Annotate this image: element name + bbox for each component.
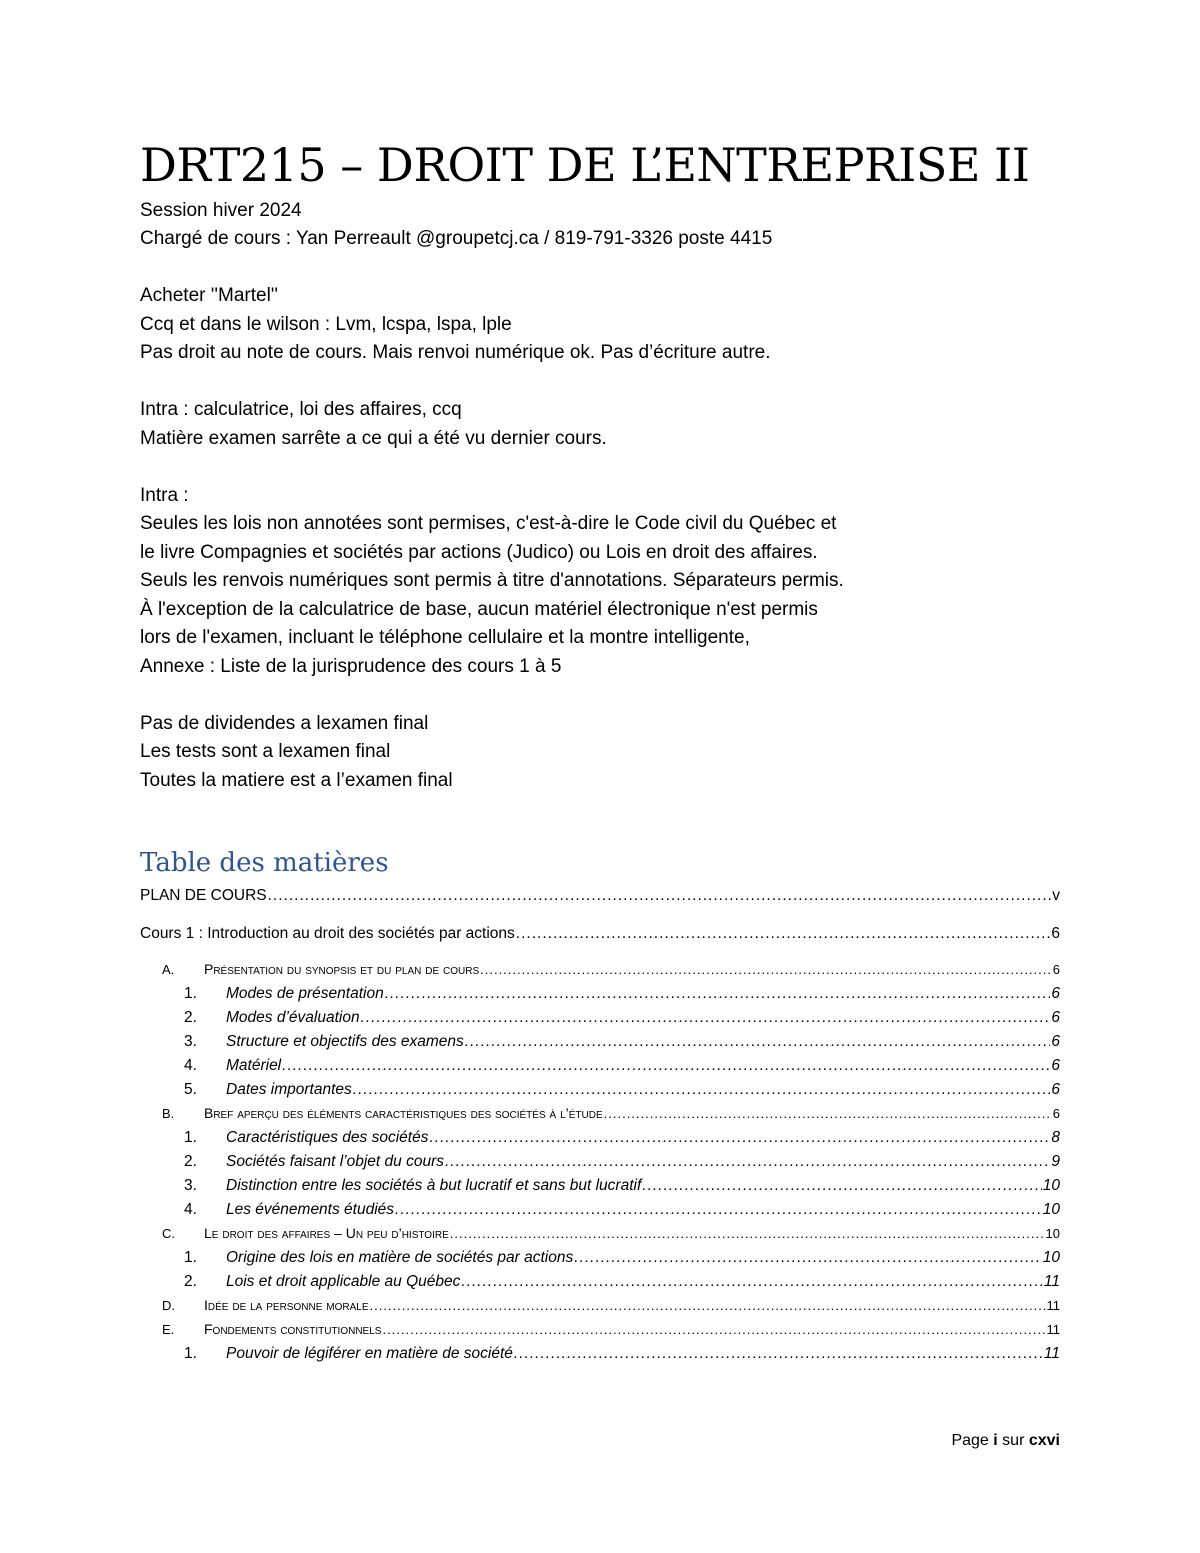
toc-entry-page: 11	[1043, 1272, 1060, 1290]
body-line: Les tests sont a lexamen final	[140, 741, 391, 763]
toc-entry-subsection[interactable]	[140, 1273, 1060, 1297]
toc-entry-number: 2.	[184, 1008, 197, 1026]
toc-leader-dots	[353, 1081, 1051, 1099]
toc-leader-dots	[574, 1249, 1042, 1267]
toc-entry-number: 4.	[184, 1056, 197, 1074]
toc-entry-text: Caractéristiques des sociétés	[226, 1128, 429, 1146]
toc-entry-number: 1.	[184, 984, 197, 1002]
body-line: Chargé de cours : Yan Perreault @groupetcj.ca / 819-791-3326 poste 4415	[140, 228, 773, 250]
body-line: Intra :	[140, 484, 189, 506]
blank-line	[140, 453, 1060, 482]
body-line: Seuls les renvois numériques sont permis à titre d'annotations. Séparateurs permis.	[140, 570, 844, 592]
toc-entry-cours-1[interactable]	[140, 925, 1060, 949]
toc-entry-text: Distinction entre les sociétés à but lucratif et sans but lucratif	[226, 1176, 642, 1194]
toc-leader-dots	[445, 1153, 1050, 1171]
toc-entry-subsection[interactable]	[140, 1153, 1060, 1177]
toc-entry-text: Structure et objectifs des examens	[226, 1032, 464, 1050]
toc-entry-text: PLAN DE COURS	[140, 886, 267, 904]
toc-leader-dots	[268, 887, 1052, 905]
toc-entry-number: 2.	[184, 1152, 197, 1170]
toc-entry-section[interactable]	[140, 1297, 1060, 1321]
toc-entry-number: 4.	[184, 1200, 197, 1218]
toc-entry-number: B.	[162, 1105, 175, 1121]
toc-entry-page: 10	[1042, 1176, 1060, 1194]
toc-entry-subsection[interactable]	[140, 1081, 1060, 1105]
toc-entry-page: 6	[1052, 961, 1060, 977]
toc-entry-number: 3.	[184, 1032, 197, 1050]
toc-leader-dots	[450, 1226, 1045, 1241]
toc-entry-page: 6	[1051, 984, 1060, 1002]
body-line: Toutes la matiere est a l’examen final	[140, 769, 453, 791]
toc-entry-subsection[interactable]	[140, 1201, 1060, 1225]
toc-entry-text: Modes d’évaluation	[226, 1008, 360, 1026]
toc-entry-section[interactable]	[140, 961, 1060, 985]
toc-leader-dots	[514, 1345, 1043, 1363]
toc-entry-page: 6	[1051, 1056, 1060, 1074]
toc-leader-dots	[361, 1009, 1051, 1027]
footer-total-pages: cxvi	[1028, 1432, 1060, 1449]
toc-entry-text: Le droit des affaires – Un peu d’histoire	[204, 1224, 449, 1241]
toc-leader-dots	[282, 1057, 1050, 1075]
toc-entry-page: 11	[1046, 1297, 1060, 1313]
toc-entry-number: A.	[162, 961, 175, 977]
toc-entry-text: Lois et droit applicable au Québec	[226, 1272, 461, 1290]
toc-entry-number: 3.	[184, 1176, 197, 1194]
toc-entry-subsection[interactable]	[140, 1249, 1060, 1273]
toc-entry-subsection[interactable]	[140, 1057, 1060, 1081]
body-line: Seules les lois non annotées sont permises, c'est-à-dire le Code civil du Québec et	[140, 513, 837, 535]
toc-leader-dots	[395, 1201, 1042, 1219]
toc-entry-subsection[interactable]	[140, 1009, 1060, 1033]
toc-entry-subsection[interactable]	[140, 985, 1060, 1009]
toc-entry-page: 9	[1051, 1152, 1060, 1170]
toc-leader-dots	[642, 1177, 1041, 1195]
body-line: Pas droit au note de cours. Mais renvoi numérique ok. Pas d’écriture autre.	[140, 342, 771, 364]
toc-entry-text: Modes de présentation	[226, 984, 384, 1002]
page-footer	[951, 1432, 1060, 1450]
toc-entry-text: Bref aperçu des éléments caractéristiques des sociétés à l’étude	[204, 1104, 603, 1121]
toc-leader-dots	[385, 985, 1051, 1003]
footer-page-prefix: Page	[951, 1432, 989, 1449]
toc-leader-dots	[370, 1298, 1046, 1313]
body-line: Acheter ''Martel''	[140, 285, 279, 307]
toc-entry-text: Origine des lois en matière de sociétés par actions	[226, 1248, 574, 1266]
toc-leader-dots	[461, 1273, 1043, 1291]
document-body	[140, 197, 1060, 796]
toc-entry-number: C.	[162, 1225, 175, 1241]
toc-entry-subsection[interactable]	[140, 1345, 1060, 1369]
toc-entry-text: Dates importantes	[226, 1080, 352, 1098]
table-of-contents	[140, 887, 1060, 1369]
body-line: le livre Compagnies et sociétés par actions (Judico) ou Lois en droit des affaires.	[140, 541, 818, 563]
body-line: Intra : calculatrice, loi des affaires, ccq	[140, 399, 462, 421]
toc-entry-subsection[interactable]	[140, 1129, 1060, 1153]
toc-entry-number: 1.	[184, 1128, 197, 1146]
blank-line	[140, 254, 1060, 283]
toc-entry-section[interactable]	[140, 1105, 1060, 1129]
toc-entry-plan-de-cours[interactable]	[140, 887, 1060, 911]
toc-entry-section[interactable]	[140, 1225, 1060, 1249]
toc-entry-text: Pouvoir de légiférer en matière de société	[226, 1344, 513, 1362]
toc-leader-dots	[465, 1033, 1051, 1051]
body-line: Annexe : Liste de la jurisprudence des cours 1 à 5	[140, 655, 562, 677]
toc-entry-page: 10	[1042, 1248, 1060, 1266]
toc-leader-dots	[382, 1322, 1045, 1337]
toc-heading: Table des matières	[140, 848, 389, 879]
toc-leader-dots	[429, 1129, 1050, 1147]
toc-entry-page: v	[1052, 886, 1060, 904]
blank-line	[140, 681, 1060, 710]
toc-entry-number: D.	[162, 1297, 175, 1313]
toc-entry-number: 5.	[184, 1080, 197, 1098]
toc-leader-dots	[604, 1106, 1052, 1121]
blank-line	[140, 368, 1060, 397]
toc-entry-page: 11	[1043, 1344, 1060, 1362]
body-line: Ccq et dans le wilson : Lvm, lcspa, lspa, lple	[140, 313, 512, 335]
body-line: lors de l'examen, incluant le téléphone cellulaire et la montre intelligente,	[140, 627, 750, 649]
body-line: Pas de dividendes a lexamen final	[140, 712, 429, 734]
document-page	[140, 140, 1060, 1369]
toc-entry-text: Présentation du synopsis et du plan de cours	[204, 960, 480, 977]
footer-current-page: i	[993, 1432, 998, 1449]
toc-entry-page: 6	[1051, 1032, 1060, 1050]
toc-entry-number: 1.	[184, 1344, 197, 1362]
toc-entry-section[interactable]	[140, 1321, 1060, 1345]
toc-entry-page: 8	[1051, 1128, 1060, 1146]
toc-entry-subsection[interactable]	[140, 1177, 1060, 1201]
body-line: Session hiver 2024	[140, 199, 302, 221]
toc-entry-page: 6	[1052, 1105, 1060, 1121]
toc-entry-page: 10	[1042, 1200, 1060, 1218]
toc-entry-text: Sociétés faisant l’objet du cours	[226, 1152, 444, 1170]
toc-entry-text: Les événements étudiés	[226, 1200, 395, 1218]
toc-entry-page: 6	[1051, 1080, 1060, 1098]
toc-entry-number: 2.	[184, 1272, 197, 1290]
toc-entry-text: Cours 1 : Introduction au droit des sociétés par actions	[140, 924, 515, 942]
toc-entry-text: Fondements constitutionnels	[204, 1320, 382, 1337]
toc-entry-subsection[interactable]	[140, 1033, 1060, 1057]
toc-leader-dots	[480, 962, 1052, 977]
document-title: DRT215 – DROIT DE L’ENTREPRISE II	[140, 138, 1030, 192]
toc-entry-text: Idée de la personne morale	[204, 1296, 369, 1313]
toc-entry-number: E.	[162, 1321, 175, 1337]
footer-page-separator: sur	[1002, 1432, 1025, 1449]
toc-entry-text: Matériel	[226, 1056, 282, 1074]
toc-entry-page: 6	[1051, 924, 1060, 942]
toc-entry-number: 1.	[184, 1248, 197, 1266]
body-line: Matière examen sarrête a ce qui a été vu dernier cours.	[140, 427, 607, 449]
toc-entry-page: 6	[1051, 1008, 1060, 1026]
toc-entry-page: 11	[1046, 1321, 1060, 1337]
toc-leader-dots	[516, 925, 1051, 943]
toc-entry-page: 10	[1045, 1225, 1060, 1241]
body-line: À l'exception de la calculatrice de base, aucun matériel électronique n'est permis	[140, 598, 818, 620]
